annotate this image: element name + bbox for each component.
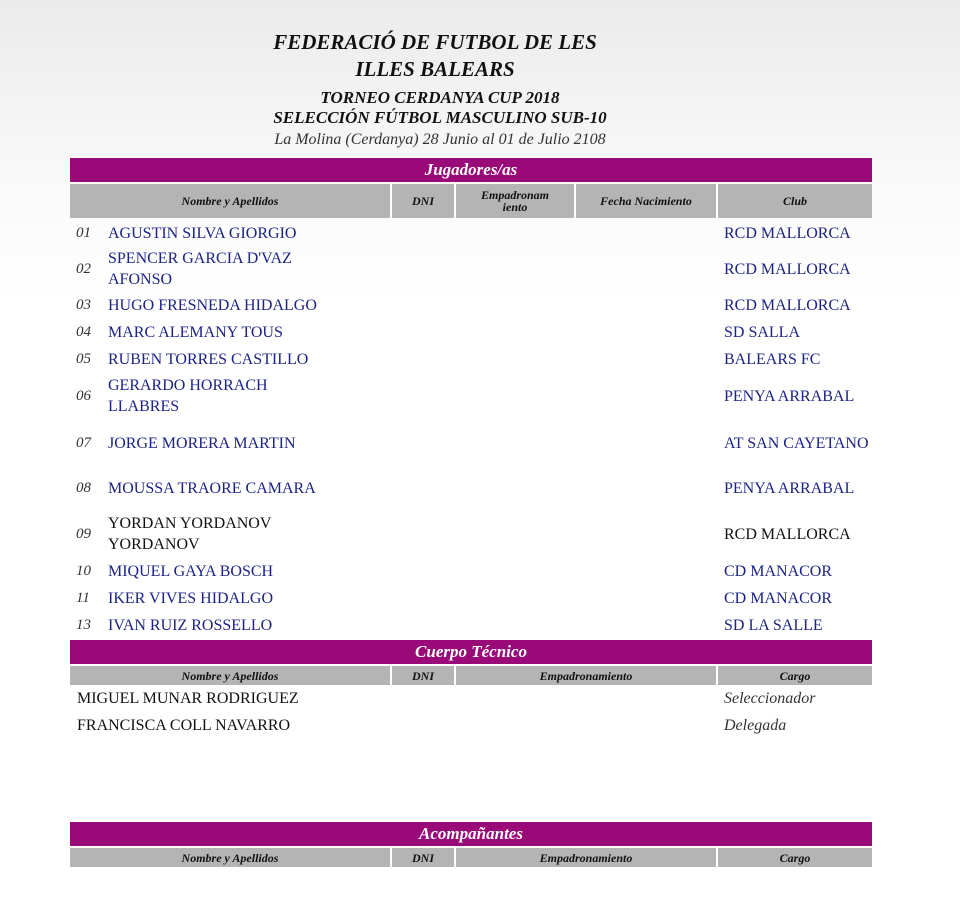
companions-col-dni: DNI (392, 848, 454, 867)
player-number: 09 (76, 525, 91, 542)
player-row (70, 466, 872, 510)
player-club: SD LA SALLE (724, 616, 823, 634)
staff-column-headers (70, 666, 872, 685)
player-row (70, 585, 872, 611)
player-name: RUBEN TORRES CASTILLO (108, 350, 309, 368)
player-name: AGUSTIN SILVA GIORGIO (108, 224, 297, 242)
player-name: HUGO FRESNEDA HIDALGO (108, 296, 317, 314)
player-club: RCD MALLORCA (724, 260, 851, 278)
player-row (70, 612, 872, 638)
tournament-title: TORNEO CERDANYA CUP 2018 (320, 88, 560, 107)
staff-section-title: Cuerpo Técnico (70, 640, 872, 664)
player-row (70, 511, 872, 557)
player-number: 06 (76, 387, 91, 404)
player-club: CD MANACOR (724, 589, 833, 607)
federation-title-line2: ILLES BALEARS (355, 57, 515, 81)
players-column-headers (70, 184, 872, 218)
player-name: MIQUEL GAYA BOSCH (108, 562, 274, 580)
staff-col-role: Cargo (718, 666, 872, 685)
player-club: PENYA ARRABAL (724, 387, 855, 405)
col-name: Nombre y Apellidos (70, 184, 390, 218)
staff-role: Delegada (724, 717, 787, 734)
player-number: 08 (76, 479, 91, 496)
companions-section-title: Acompañantes (70, 822, 872, 846)
staff-col-dni: DNI (392, 666, 454, 685)
player-row (70, 558, 872, 584)
player-name: GERARDO HORRACH LLABRES (108, 377, 268, 415)
staff-col-registration: Empadronamiento (456, 666, 716, 685)
staff-name: MIGUEL MUNAR RODRIGUEZ (77, 690, 299, 707)
player-row (70, 247, 872, 291)
player-number: 03 (76, 296, 91, 313)
player-club: CD MANACOR (724, 562, 833, 580)
player-name: MOUSSA TRAORE CAMARA (108, 479, 316, 497)
player-club: PENYA ARRABAL (724, 479, 855, 497)
staff-role: Seleccionador (724, 690, 816, 707)
player-row (70, 292, 872, 318)
player-number: 02 (76, 260, 91, 277)
player-club: SD SALLA (724, 323, 801, 341)
player-row (70, 319, 872, 345)
companions-col-name: Nombre y Apellidos (70, 848, 390, 867)
player-number: 13 (76, 616, 91, 633)
col-dni: DNI (392, 184, 454, 218)
player-club: AT SAN CAYETANO (724, 434, 869, 452)
player-name: IVAN RUIZ ROSSELLO (108, 616, 273, 634)
player-name: JORGE MORERA MARTIN (108, 434, 296, 452)
player-row (70, 420, 872, 466)
companions-col-role: Cargo (718, 848, 872, 867)
players-section-title: Jugadores/as (70, 158, 872, 182)
player-number: 05 (76, 350, 91, 367)
companions-col-registration: Empadronamiento (456, 848, 716, 867)
player-name: YORDAN YORDANOV YORDANOV (108, 515, 272, 553)
venue-dates: La Molina (Cerdanya) 28 Junio al 01 de Julio 2108 (274, 131, 606, 148)
staff-row (70, 713, 872, 739)
player-club: BALEARS FC (724, 350, 821, 368)
col-registration-label: Empadronam iento (480, 188, 549, 214)
selection-title: SELECCIÓN FÚTBOL MASCULINO SUB-10 (273, 108, 607, 127)
staff-row (70, 686, 872, 712)
player-number: 01 (76, 224, 91, 241)
federation-title-line1: FEDERACIÓ DE FUTBOL DE LES (273, 30, 597, 54)
col-club: Club (718, 184, 872, 218)
player-row (70, 346, 872, 372)
col-registration (456, 184, 574, 218)
staff-col-name: Nombre y Apellidos (70, 666, 390, 685)
player-name: IKER VIVES HIDALGO (108, 589, 274, 607)
col-birthdate: Fecha Nacimiento (576, 184, 716, 218)
staff-name: FRANCISCA COLL NAVARRO (77, 717, 291, 734)
player-number: 10 (76, 562, 91, 579)
player-row (70, 373, 872, 419)
player-number: 04 (76, 323, 91, 340)
player-club: RCD MALLORCA (724, 224, 851, 242)
player-name: MARC ALEMANY TOUS (108, 323, 283, 341)
player-number: 11 (76, 589, 90, 606)
player-club: RCD MALLORCA (724, 525, 851, 543)
player-name: SPENCER GARCIA D'VAZ AFONSO (108, 250, 292, 288)
player-number: 07 (76, 434, 91, 451)
player-row (70, 220, 872, 246)
companions-column-headers (70, 848, 872, 867)
player-club: RCD MALLORCA (724, 296, 851, 314)
